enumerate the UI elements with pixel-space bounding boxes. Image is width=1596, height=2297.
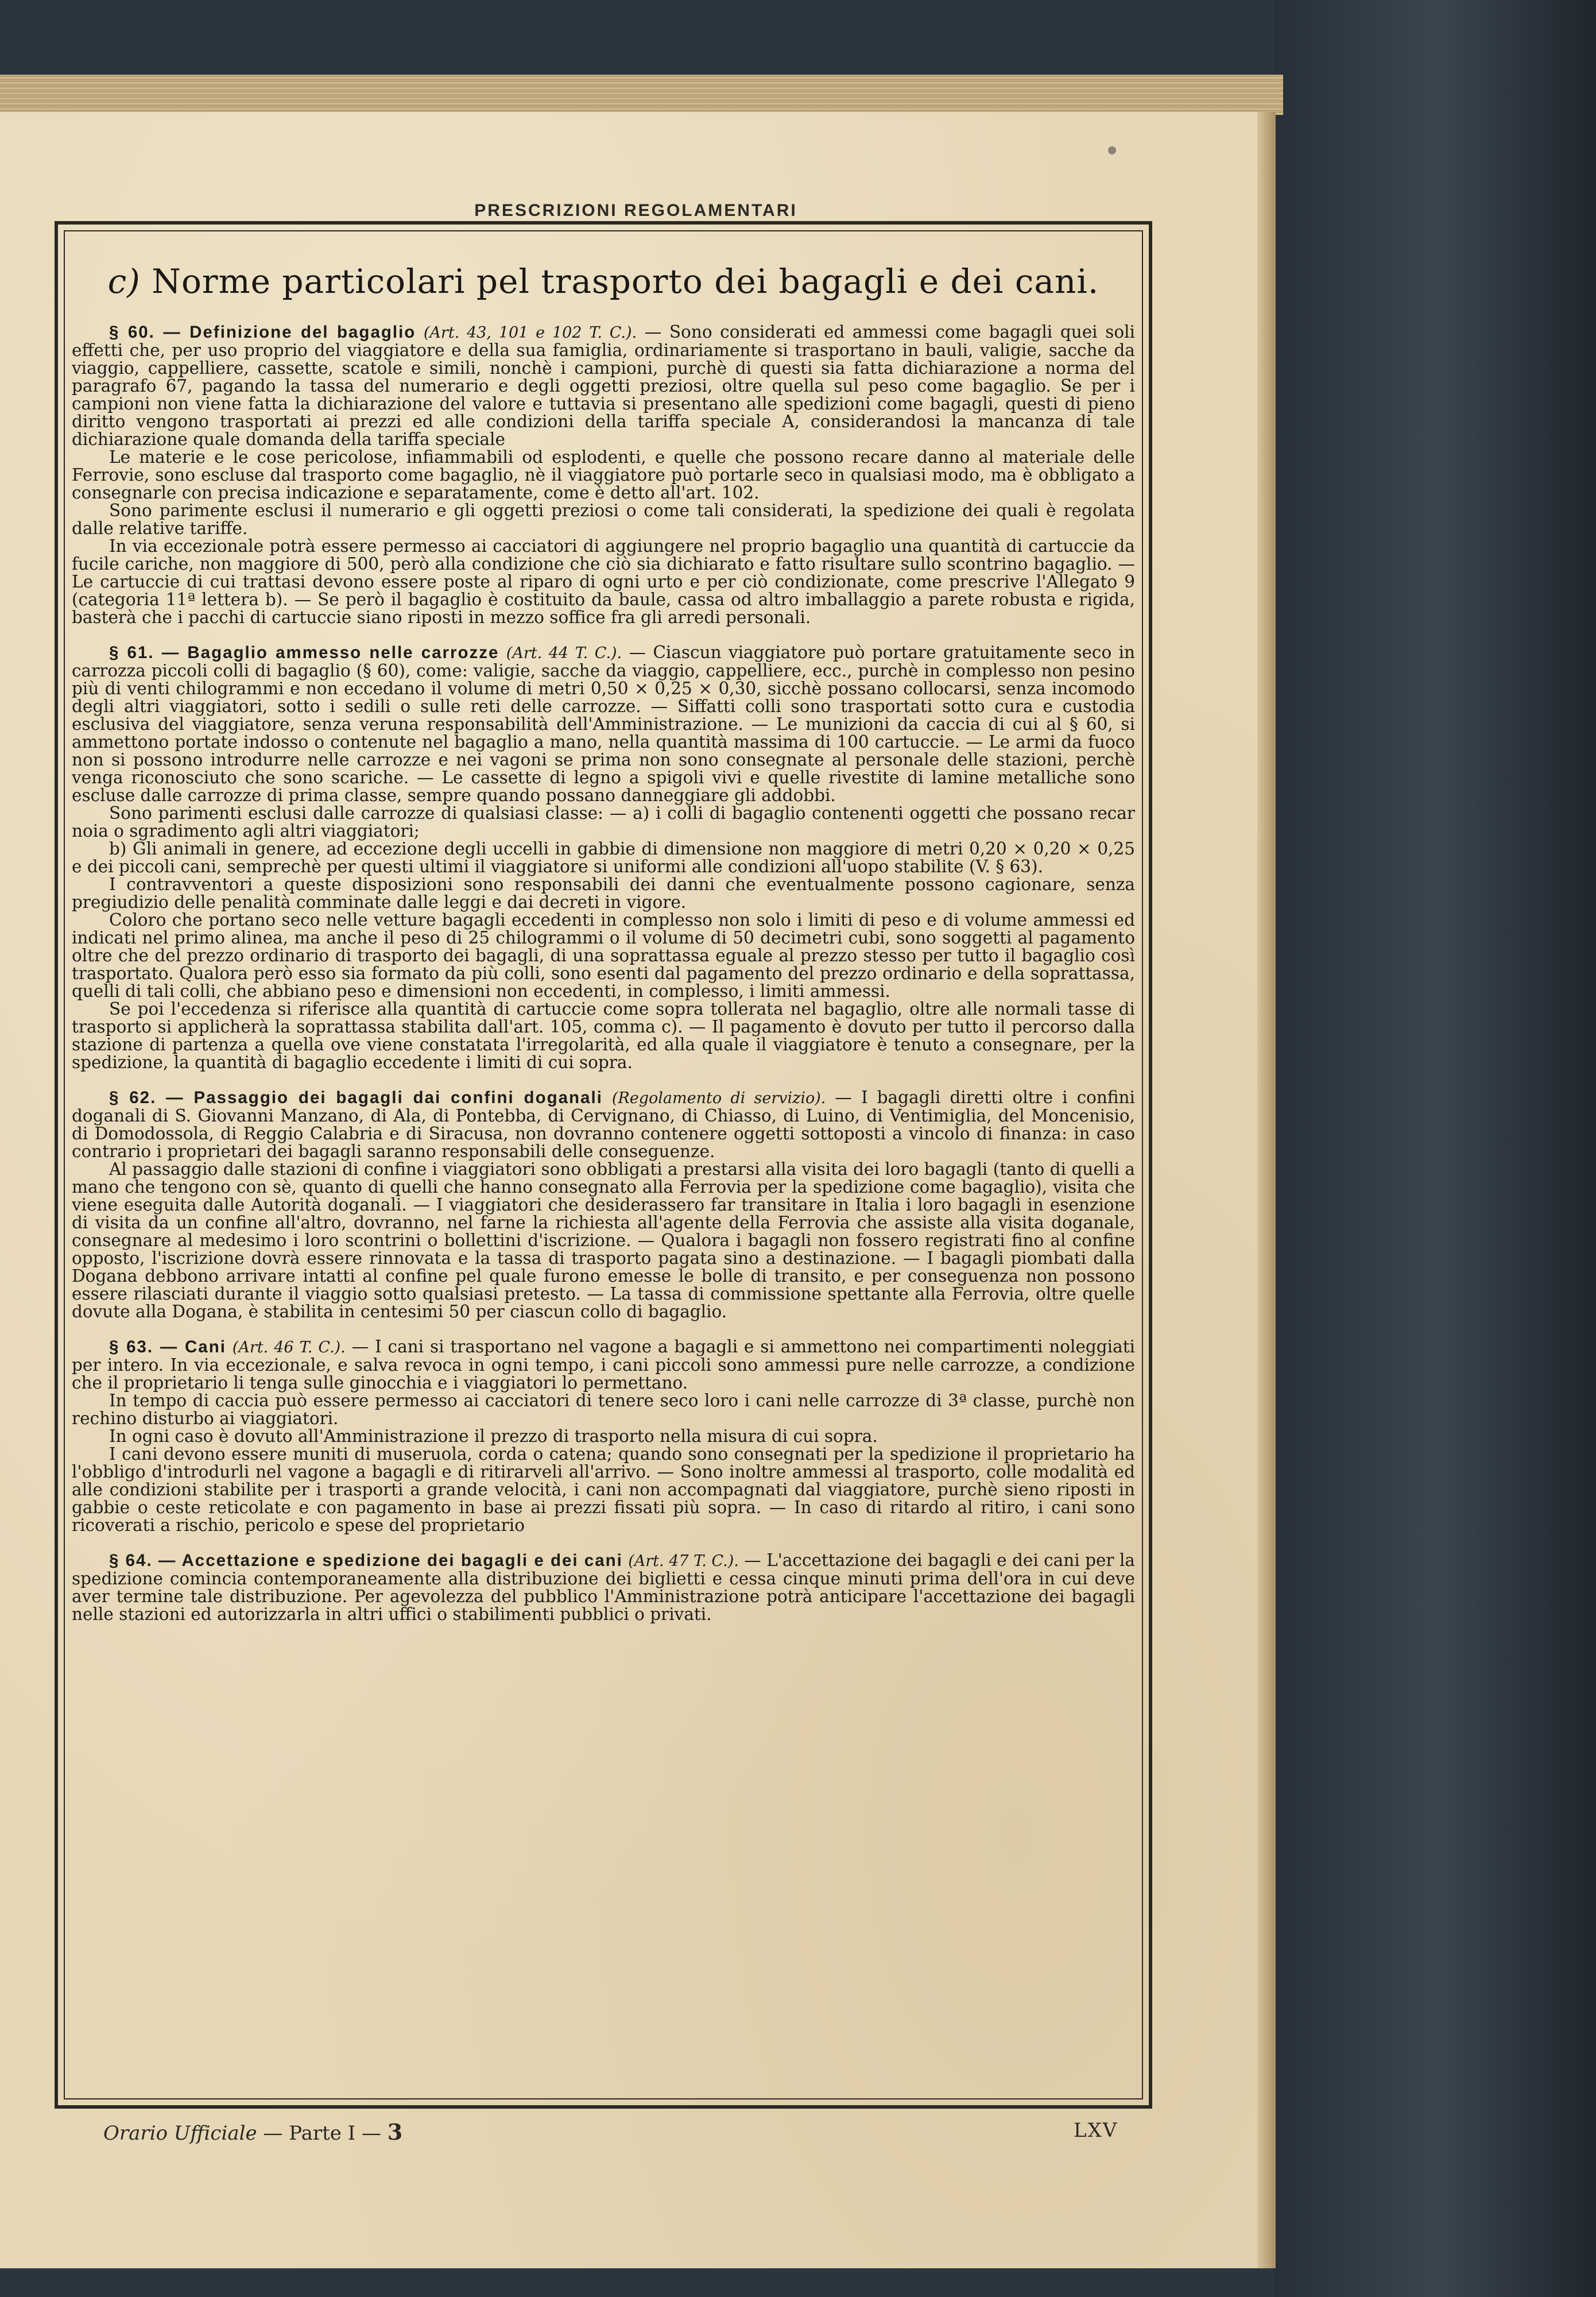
article-heading: § 63. — Cani (109, 1337, 226, 1356)
footer-part-number: 3 (387, 2119, 403, 2145)
article-reference: (Art. 44 T. C.). (506, 644, 622, 662)
article-reference: (Art. 43, 101 e 102 T. C.). (423, 324, 637, 342)
article-paragraph (72, 644, 1135, 805)
paragraph-text: Sono parimente esclusi il numerario e gli oggetti preziosi o come tali considerati, la spedizione dei quali è regolata dalle relative tariffe. (72, 501, 1135, 538)
section-title-text: Norme particolari pel trasporto dei bagagli e dei cani. (152, 262, 1099, 301)
page-number: LXV (1074, 2119, 1118, 2142)
body-paragraph (72, 448, 1135, 502)
article-heading: § 64. — Accettazione e spedizione dei bagagli e dei cani (109, 1551, 623, 1570)
body-paragraph (72, 1445, 1135, 1534)
running-head: PRESCRIZIONI REGOLAMENTARI (474, 201, 797, 220)
article-reference: (Art. 46 T. C.). (232, 1339, 346, 1356)
article-paragraph (72, 1089, 1135, 1161)
body-paragraph (72, 805, 1135, 840)
page-content (72, 238, 1135, 2091)
paragraph-text: — L'accettazione dei bagagli e dei cani per la spedizione comincia contemporaneamente alla distribuzione dei biglietti e cessa cinque minuti prima dell'ora in cui deve aver termine tale distribuzione. Per agevolezza del pubblico l'Amministrazione potrà anticipare l'accettazione dei bagagli nelle stazioni ed autorizzarla in altri uffici o stabilimenti pubblici o privati. (72, 1550, 1135, 1624)
footer-part: — Parte I — (257, 2122, 388, 2145)
body-paragraph (72, 840, 1135, 876)
paragraph-text: I cani devono essere muniti di museruola, corda o catena; quando sono consegnati per la spedizione il proprietario ha l'obbligo d'introdurli nel vagone a bagagli e di ritirarveli all'arrivo. — Sono inoltre ammessi al trasporto, colle modalità ed alle condizioni stabilite per i trasporti a grande velocità, i cani non accompagnati dal viaggiatore, purchè sieno riposti in gabbie o ceste reticolate e con pagamento in base ai prezzi fissati più sopra. — In caso di ritardo al ritiro, i cani sono ricoverati a rischio, pericolo e spese del proprietario (72, 1444, 1135, 1535)
paragraph-text: — Ciascun viaggiatore può portare gratuitamente seco in carrozza piccoli colli di bagaglio (§ 60), come: valigie, sacche da viaggio, cappelliere, ecc., purchè in complesso non pesino più di venti chilogrammi e non eccedano il volume di metri 0,50 × 0,25 × 0,30, sicchè possano collocarsi, senza incomodo degli altri viaggiatori, sotto i sedili o sulle reti delle carrozze. — Siffatti colli sono trasportati sotto cura e custodia esclusiva del viaggiatore, senza veruna responsabilità dell'Amministrazione. — Le munizioni da caccia di cui al § 60, si ammettono portate indosso o contenute nel bagaglio a mano, nella quantità massima di 100 cartuccie. — Le armi da fuoco non si possono introdurre nelle carrozze e nei vagoni se prima non sono consegnate al personale delle stazioni, perchè venga riconosciuto che sono scariche. — Le cassette di legno a spigoli vivi e quelle rivestite di lamine metalliche sono escluse dalle carrozze di prima classe, sempre quando possano danneggiare gli addobbi. (72, 643, 1135, 805)
paragraph-text: In ogni caso è dovuto all'Amministrazione il prezzo di trasporto nella misura di cui sopra. (109, 1426, 878, 1446)
article-heading: § 61. — Bagaglio ammesso nelle carrozze (109, 643, 499, 662)
body-paragraph (72, 1000, 1135, 1072)
body-paragraph (72, 876, 1135, 911)
article-reference: (Art. 47 T. C.). (628, 1552, 739, 1570)
paragraph-text: Le materie e le cose pericolose, infiammabili od esplodenti, e quelle che possono recare danno al materiale delle Ferrovie, sono escluse dal trasporto come bagaglio, nè il viaggiatore può portarle seco in qualsiasi modo, ma è obbligato a consegnarle con precisa indicazione e separatamente, come è detto all'art. 102. (72, 447, 1135, 502)
page-blemish (1108, 146, 1116, 154)
paragraphs (72, 323, 1135, 1623)
body-paragraph (72, 911, 1135, 1000)
footer-left (103, 2119, 402, 2145)
paragraph-text: In tempo di caccia può essere permesso ai cacciatori di tenere seco loro i cani nelle carrozze di 3ª classe, purchè non rechino disturbo ai viaggiatori. (72, 1391, 1135, 1428)
section-title (72, 261, 1135, 301)
article-paragraph (72, 323, 1135, 448)
section-letter: c) (107, 262, 141, 301)
article-paragraph (72, 1338, 1135, 1392)
paragraph-text: Sono parimenti esclusi dalle carrozze di qualsiasi classe: — a) i colli di bagaglio contenenti oggetti che possano recar noia o sgradimento agli altri viaggiatori; (72, 803, 1135, 841)
paragraph-text: Coloro che portano seco nelle vetture bagagli eccedenti in complesso non solo i limiti di peso e di volume ammessi ed indicati nel primo alinea, ma anche il peso di 25 chilogrammi o il volume di 50 decimetri cubi, sono soggetti al pagamento oltre che del prezzo ordinario di trasporto dei bagagli, di una soprattassa eguale al prezzo stesso per tutto il bagaglio così trasportato. Qualora però esso sia formato da più colli, sono esenti dal pagamento del prezzo ordinario e della soprattassa, quelli di tali colli, che abbiano peso e dimensioni non eccedenti, in complesso, i limiti ammessi. (72, 910, 1135, 1001)
body-paragraph (72, 1161, 1135, 1321)
paragraph-text: — I bagagli diretti oltre i confini doganali di S. Giovanni Manzano, di Ala, di Pontebba, di Cervignano, di Chiasso, di Luino, di Ventimiglia, del Moncenisio, di Domodossola, di Reggio Calabria e di Siracusa, non dovranno contenere oggetti sottoposti a vincolo di finanza: in caso contrario i proprietari dei bagagli saranno responsabili delle conseguenze. (72, 1088, 1135, 1161)
text-frame-inner (64, 230, 1143, 2099)
paragraph-text: — I cani si trasportano nel vagone a bagagli e si ammettono nei compartimenti noleggiati per intero. In via eccezionale, e salva revoca in ogni tempo, i cani piccoli sono ammessi pure nelle carrozze, a condizione che il proprietario li tenga sulle ginocchia e i viaggiatori lo permettano. (72, 1337, 1135, 1393)
article-paragraph (72, 1552, 1135, 1623)
page-edge-right (1257, 112, 1276, 2268)
body-paragraph (72, 1392, 1135, 1428)
page-edges (0, 75, 1283, 115)
text-frame (55, 221, 1152, 2109)
article-reference: (Regolamento di servizio). (611, 1089, 826, 1107)
body-paragraph (72, 502, 1135, 537)
scan-backdrop (1275, 0, 1596, 2297)
paragraph-text: b) Gli animali in genere, ad eccezione degli uccelli in gabbie di dimensione non maggiore di metri 0,20 × 0,20 × 0,25 e dei piccoli cani, semprechè per questi ultimi il viaggiatore si uniformi alle condizioni all'uopo stabilite (V. § 63). (72, 839, 1135, 876)
paragraph-text: I contravventori a queste disposizioni sono responsabili dei danni che eventualmente possono cagionare, senza pregiudizio delle penalità comminate dalle leggi e dai decreti in vigore. (72, 875, 1135, 912)
paragraph-text: — Sono considerati ed ammessi come bagagli quei soli effetti che, per uso proprio del viaggiatore e della sua famiglia, ordinariamente si trasportano in bauli, valigie, sacche da viaggio, cappelliere, cassette, scatole e simili, nonchè i campioni, purchè di questi sia fatta dichiarazione a norma del paragrafo 67, pagando la tassa del numerario e degli oggetti preziosi, oltre quella sul peso come bagaglio. Se per i campioni non viene fatta la dichiarazione del valore e tuttavia si presentano alle spedizioni come bagagli, questi di pieno diritto vengono trasportati ai prezzi ed alle condizioni della tariffa speciale A, considerandosi la mancanza di tale dichiarazione quale domanda della tariffa speciale (72, 322, 1135, 449)
footer-publication: Orario Ufficiale (103, 2122, 257, 2145)
paragraph-text: Se poi l'eccedenza si riferisce alla quantità di cartuccie come sopra tollerata nel bagaglio, oltre alle normali tasse di trasporto si applicherà la soprattassa stabilita dall'art. 105, comma c). — Il pagamento è dovuto per tutto il percorso dalla stazione di partenza a quella ove viene constatata l'irregolarità, ed alla quale il viaggiatore è tenuto a consegnare, per la spedizione, la quantità di bagaglio eccedente i limiti di cui sopra. (72, 999, 1135, 1072)
paragraph-text: Al passaggio dalle stazioni di confine i viaggiatori sono obbligati a prestarsi alla visita dei loro bagagli (tanto di quelli a mano che tengono con sè, quanto di quelli che hanno consegnato alla Ferrovia per la spedizione come bagaglio), visita che viene eseguita dalle Autorità doganali. — I viaggiatori che desiderassero far transitare in Italia i loro bagagli in esenzione di visita da un confine all'altro, dovranno, nel farne la richiesta all'agente della Ferrovia che assiste alla visita doganale, consegnare al medesimo i loro scontrini o bollettini d'iscrizione. — Qualora i bagagli non fossero registrati fino al confine opposto, l'iscrizione dovrà essere rinnovata e la tassa di trasporto pagata sino a destinazione. — I bagagli piombati dalla Dogana debbono arrivare intatti al confine pel quale furono emesse le bolle di transito, e per conseguenza non possono essere rilasciati durante il viaggio sotto qualsiasi pretesto. — La tassa di commissione spettante alla Ferrovia, oltre quelle dovute alla Dogana, è stabilita in centesimi 50 per ciascun collo di bagaglio. (72, 1159, 1135, 1321)
paragraph-text: In via eccezionale potrà essere permesso ai cacciatori di aggiungere nel proprio bagaglio una quantità di cartuccie da fucile cariche, non maggiore di 500, però alla condizione che ciò sia dichiarato e fatto risultare sullo scontrino bagaglio. — Le cartuccie di cui trattasi devono essere poste al riparo di ogni urto e per ciò condizionate, come prescrive l'Allegato 9 (categoria 11ª lettera b). — Se però il bagaglio è costituito da baule, cassa od altro imballaggio a parete robusta e rigida, basterà che i pacchi di cartuccie siano riposti in mezzo soffice fra gli arredi personali. (72, 536, 1135, 627)
body-paragraph (72, 537, 1135, 627)
article-heading: § 62. — Passaggio dei bagagli dai confini doganali (109, 1088, 603, 1107)
article-heading: § 60. — Definizione del bagaglio (109, 323, 416, 342)
body-paragraph (72, 1428, 1135, 1445)
